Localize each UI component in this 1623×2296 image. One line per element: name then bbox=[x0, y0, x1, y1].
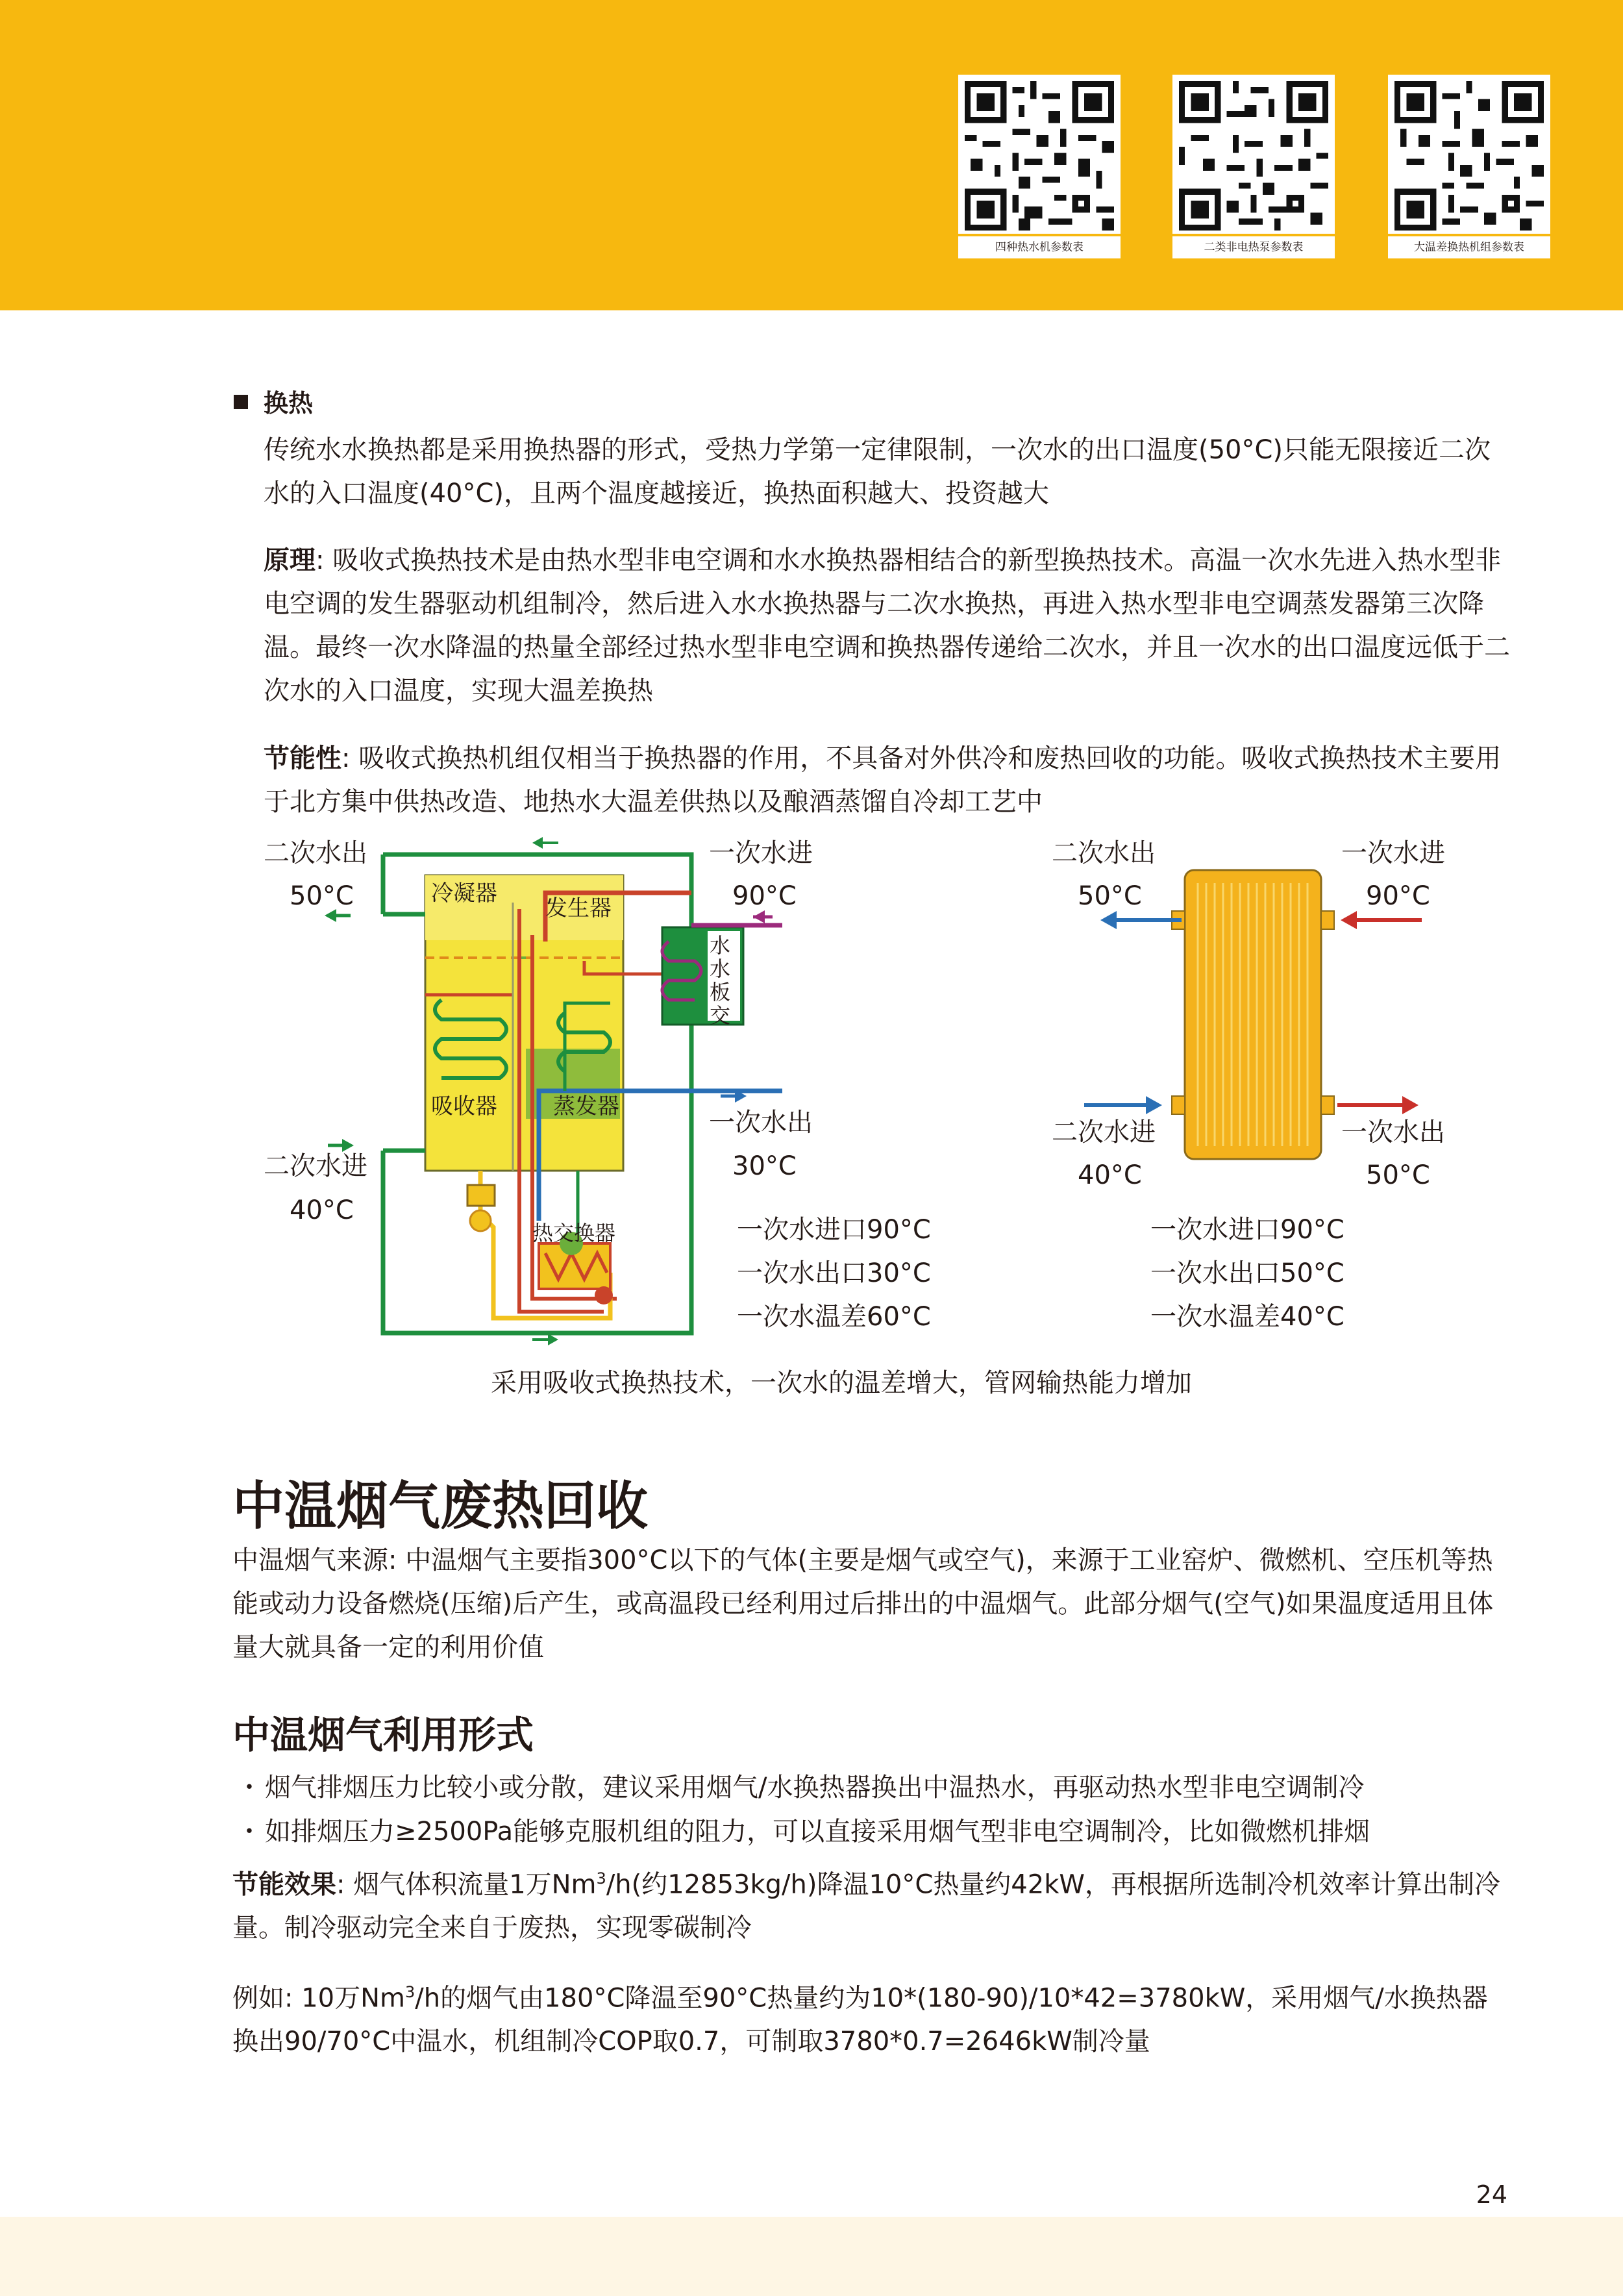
label-generator: 发生器 bbox=[545, 895, 612, 921]
label-secondary-in-temp: 40°C bbox=[290, 1195, 354, 1225]
list-item bbox=[236, 1767, 1364, 1808]
example-text-b: /h的烟气由180°C降温至90°C热量约为10*(180-90)/10*42=3780kW，采用烟气/水换热器换出90/70°C中温水，机组制冷COP取0.7，可制取3780*0.7=2646kW制冷量 bbox=[232, 1983, 1488, 2057]
stat-primary-diff: 一次水温差60°C bbox=[737, 1302, 931, 1332]
section-title-flue-gas: 中温烟气废热回收 bbox=[232, 1476, 648, 1536]
example-superscript: 3 bbox=[404, 1983, 415, 2001]
label-primary-in-temp: 90°C bbox=[732, 881, 797, 911]
qr-caption: 四种热水机参数表 bbox=[958, 236, 1121, 258]
label-heat-exchanger: 热交换器 bbox=[532, 1221, 616, 1245]
label-secondary-out-temp: 50°C bbox=[1078, 881, 1142, 911]
bullet-dot-icon: ・ bbox=[236, 1817, 262, 1847]
label-secondary-out: 二次水出 bbox=[264, 838, 367, 868]
label-primary-out: 一次水出 bbox=[1341, 1117, 1445, 1147]
example-text-a: 例如: 10万Nm bbox=[232, 1983, 405, 2014]
effect-text-a: : 烟气体积流量1万Nm bbox=[336, 1869, 597, 1900]
qr-caption: 大温差换热机组参数表 bbox=[1388, 236, 1550, 258]
heading-text: 换热 bbox=[264, 389, 314, 418]
stat-primary-diff: 一次水温差40°C bbox=[1150, 1302, 1344, 1332]
saving-label: 节能性 bbox=[264, 743, 341, 773]
label-secondary-in-temp: 40°C bbox=[1078, 1160, 1142, 1190]
flue-gas-source-paragraph: 中温烟气来源: 中温烟气主要指300°C以下的气体(主要是烟气或空气)，来源于工业窑炉、微燃机、空压机等热能或动力设备燃烧(压缩)后产生，或高温段已经利用过后排出的中温烟气。此部分烟气(空气)如果温度适用且体量大就具备一定的利用价值 bbox=[232, 1545, 1494, 1662]
effect-label: 节能效果 bbox=[232, 1869, 336, 1900]
bullet-dot-icon: ・ bbox=[236, 1773, 262, 1803]
list-item bbox=[236, 1812, 1370, 1852]
stat-primary-outlet: 一次水出口50°C bbox=[1150, 1258, 1344, 1288]
label-primary-out: 一次水出 bbox=[709, 1108, 813, 1138]
page-number: 24 bbox=[1476, 2180, 1507, 2209]
label-secondary-out: 二次水出 bbox=[1052, 838, 1156, 868]
list-item-text: 如排烟压力≥2500Pa能够克服机组的阻力，可以直接采用烟气型非电空调制冷，比如微燃机排烟 bbox=[265, 1817, 1370, 1847]
intro-paragraph: 传统水水换热都是采用换热器的形式，受热力学第一定律限制，一次水的出口温度(50°C)只能无限接近二次水的入口温度(40°C)，且两个温度越接近，换热面积越大、投资越大 bbox=[264, 435, 1491, 508]
label-primary-in: 一次水进 bbox=[709, 838, 813, 868]
diagram-caption: 采用吸收式换热技术，一次水的温差增大，管网输热能力增加 bbox=[491, 1368, 1192, 1398]
label-secondary-out-temp: 50°C bbox=[290, 881, 354, 911]
label-primary-in: 一次水进 bbox=[1341, 838, 1445, 868]
label-condenser: 冷凝器 bbox=[431, 880, 497, 906]
effect-paragraph bbox=[232, 1857, 1510, 1950]
label-primary-out-temp: 50°C bbox=[1366, 1160, 1430, 1190]
saving-text: : 吸收式换热机组仅相当于换热器的作用，不具备对外供冷和废热回收的功能。吸收式换热技术主要用于北方集中供热改造、地热水大温差供热以及酿酒蒸馏自冷却工艺中 bbox=[264, 743, 1502, 817]
example-paragraph bbox=[232, 1971, 1510, 2064]
principle-text: : 吸收式换热技术是由热水型非电空调和水水换热器相结合的新型换热技术。高温一次水先进入热水型非电空调的发生器驱动机组制冷，然后进入水水换热器与二次水换热，再进入热水型非电空调蒸发器第三次降温。最终一次水降温的热量全部经过热水型非电空调和换热器传递给二次水，并且一次水的出口温度远低于二次水的入口温度，实现大温差换热 bbox=[264, 545, 1510, 706]
label-secondary-in: 二次水进 bbox=[1052, 1117, 1156, 1147]
effect-text-b: /h(约12853kg/h)降温10°C热量约42kW，再根据所选制冷机效率计算出制冷量。制冷驱动完全来自于废热，实现零碳制冷 bbox=[232, 1869, 1500, 1943]
footer-band bbox=[0, 2217, 1623, 2296]
effect-superscript: 3 bbox=[596, 1869, 606, 1888]
stat-primary-inlet: 一次水进口90°C bbox=[1150, 1215, 1344, 1245]
subtitle-flue-gas-forms: 中温烟气利用形式 bbox=[232, 1713, 534, 1757]
stat-primary-outlet: 一次水出口30°C bbox=[737, 1258, 931, 1288]
qr-caption: 二类非电热泵参数表 bbox=[1172, 236, 1335, 258]
principle-label: 原理 bbox=[264, 545, 316, 575]
label-primary-out-temp: 30°C bbox=[732, 1151, 797, 1181]
label-absorber: 吸收器 bbox=[431, 1093, 497, 1119]
label-plate-hx: 水水板交 bbox=[710, 933, 731, 1028]
stat-primary-inlet: 一次水进口90°C bbox=[737, 1215, 931, 1245]
label-evaporator: 蒸发器 bbox=[553, 1093, 619, 1119]
label-secondary-in: 二次水进 bbox=[264, 1151, 367, 1181]
label-primary-in-temp: 90°C bbox=[1366, 881, 1430, 911]
list-item-text: 烟气排烟压力比较小或分散，建议采用烟气/水换热器换出中温热水，再驱动热水型非电空调制冷 bbox=[265, 1773, 1365, 1803]
